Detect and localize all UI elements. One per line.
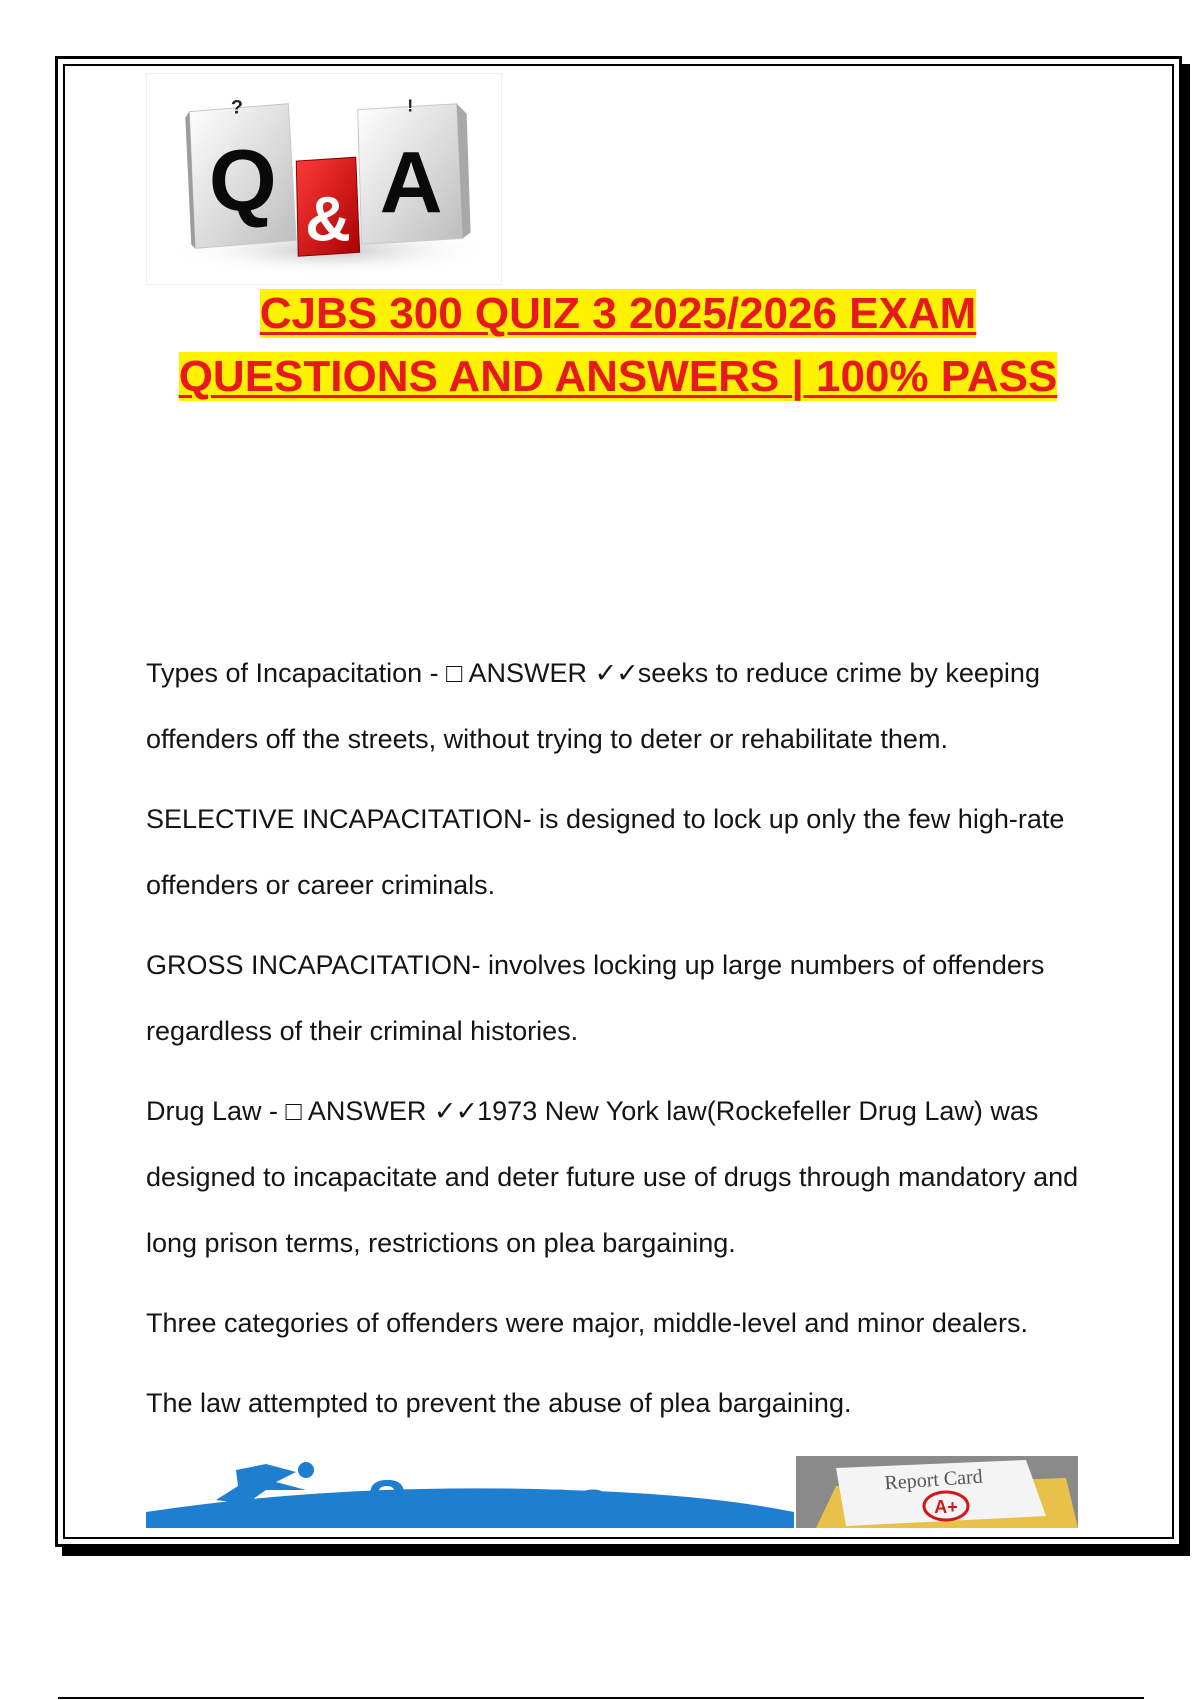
success-runner-banner bbox=[146, 1460, 794, 1528]
document-title bbox=[150, 282, 1086, 408]
answer-checkmarks: ✓✓ bbox=[433, 1096, 478, 1126]
qa-body bbox=[146, 640, 1086, 1450]
qa-paragraph-drug-law bbox=[146, 1078, 1086, 1276]
paragraph-offender-categories: Three categories of offenders were major, middle-level and minor dealers. bbox=[146, 1308, 1028, 1338]
answer-checkmarks: ✓✓ bbox=[594, 658, 638, 688]
question-prefix: Types of Incapacitation - □ ANSWER bbox=[146, 658, 595, 688]
report-card-image bbox=[796, 1456, 1078, 1528]
svg-text:?: ? bbox=[230, 96, 243, 119]
paragraph-selective-incapacitation: SELECTIVE INCAPACITATION- is designed to lock up only the few high-rate offenders or career criminals. bbox=[146, 804, 1065, 900]
footer-rule bbox=[58, 1697, 1144, 1699]
svg-text:A: A bbox=[379, 134, 443, 232]
qa-paragraph-incapacitation bbox=[146, 640, 1086, 772]
svg-text:&: & bbox=[305, 184, 351, 255]
question-prefix: Drug Law - □ ANSWER bbox=[146, 1096, 434, 1126]
report-card-text: Report Card bbox=[883, 1465, 984, 1495]
grade-text: A+ bbox=[934, 1497, 958, 1517]
svg-text:!: ! bbox=[407, 95, 414, 116]
paragraph-gross-incapacitation: GROSS INCAPACITATION- involves locking up large numbers of offenders regardless of their criminal histories. bbox=[146, 950, 1045, 1046]
paragraph-plea-bargaining: The law attempted to prevent the abuse of plea bargaining. bbox=[146, 1388, 852, 1418]
qa-dice-logo bbox=[146, 73, 502, 285]
svg-text:Q: Q bbox=[208, 132, 277, 230]
answer-text: 1973 New York law(Rockefeller Drug Law) was designed to incapacitate and deter future use of drugs through mandatory and long prison terms, restrictions on plea bargaining. bbox=[146, 1096, 1079, 1258]
answer-text: seeks to reduce crime by keeping offenders off the streets, without trying to deter or rehabilitate them. bbox=[146, 658, 1040, 754]
banner-text: Success bbox=[364, 1468, 608, 1528]
document-title-text: CJBS 300 QUIZ 3 2025/2026 EXAM QUESTIONS AND ANSWERS | 100% PASS bbox=[178, 289, 1058, 401]
